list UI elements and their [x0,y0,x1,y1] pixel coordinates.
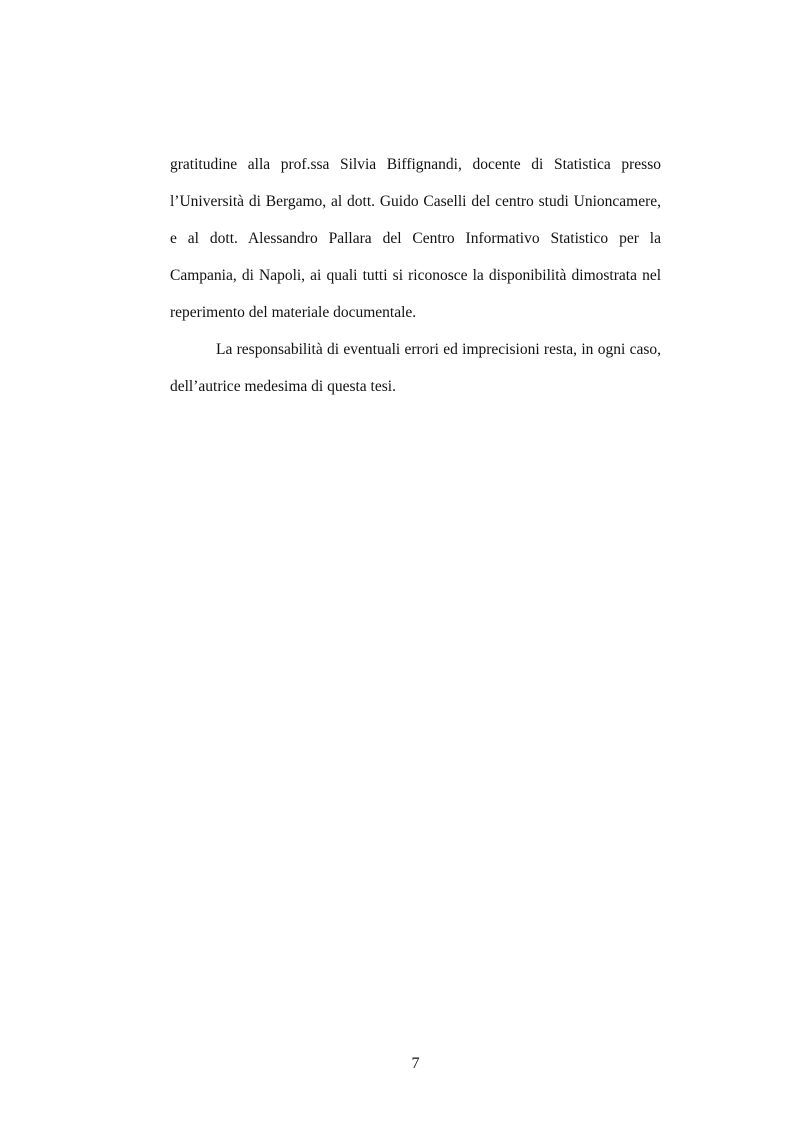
paragraph-responsibility: La responsabilità di eventuali errori ed imprecisioni resta, in ogni caso, dell’autrice medesima di questa tesi. [170,341,661,395]
paragraph-acknowledgements: gratitudine alla prof.ssa Silvia Biffignandi, docente di Statistica presso l’Università di Bergamo, al dott. Guido Caselli del centro studi Unioncamere, e al dott. Alessandro Pallara del Centro Informativo Statistico per la Campania, di Napoli, ai quali tutti si riconosce la disponibilità dimostrata nel reperimento del materiale documentale. [170,156,661,321]
body-text [170,146,661,405]
page-number: 7 [411,1055,420,1072]
